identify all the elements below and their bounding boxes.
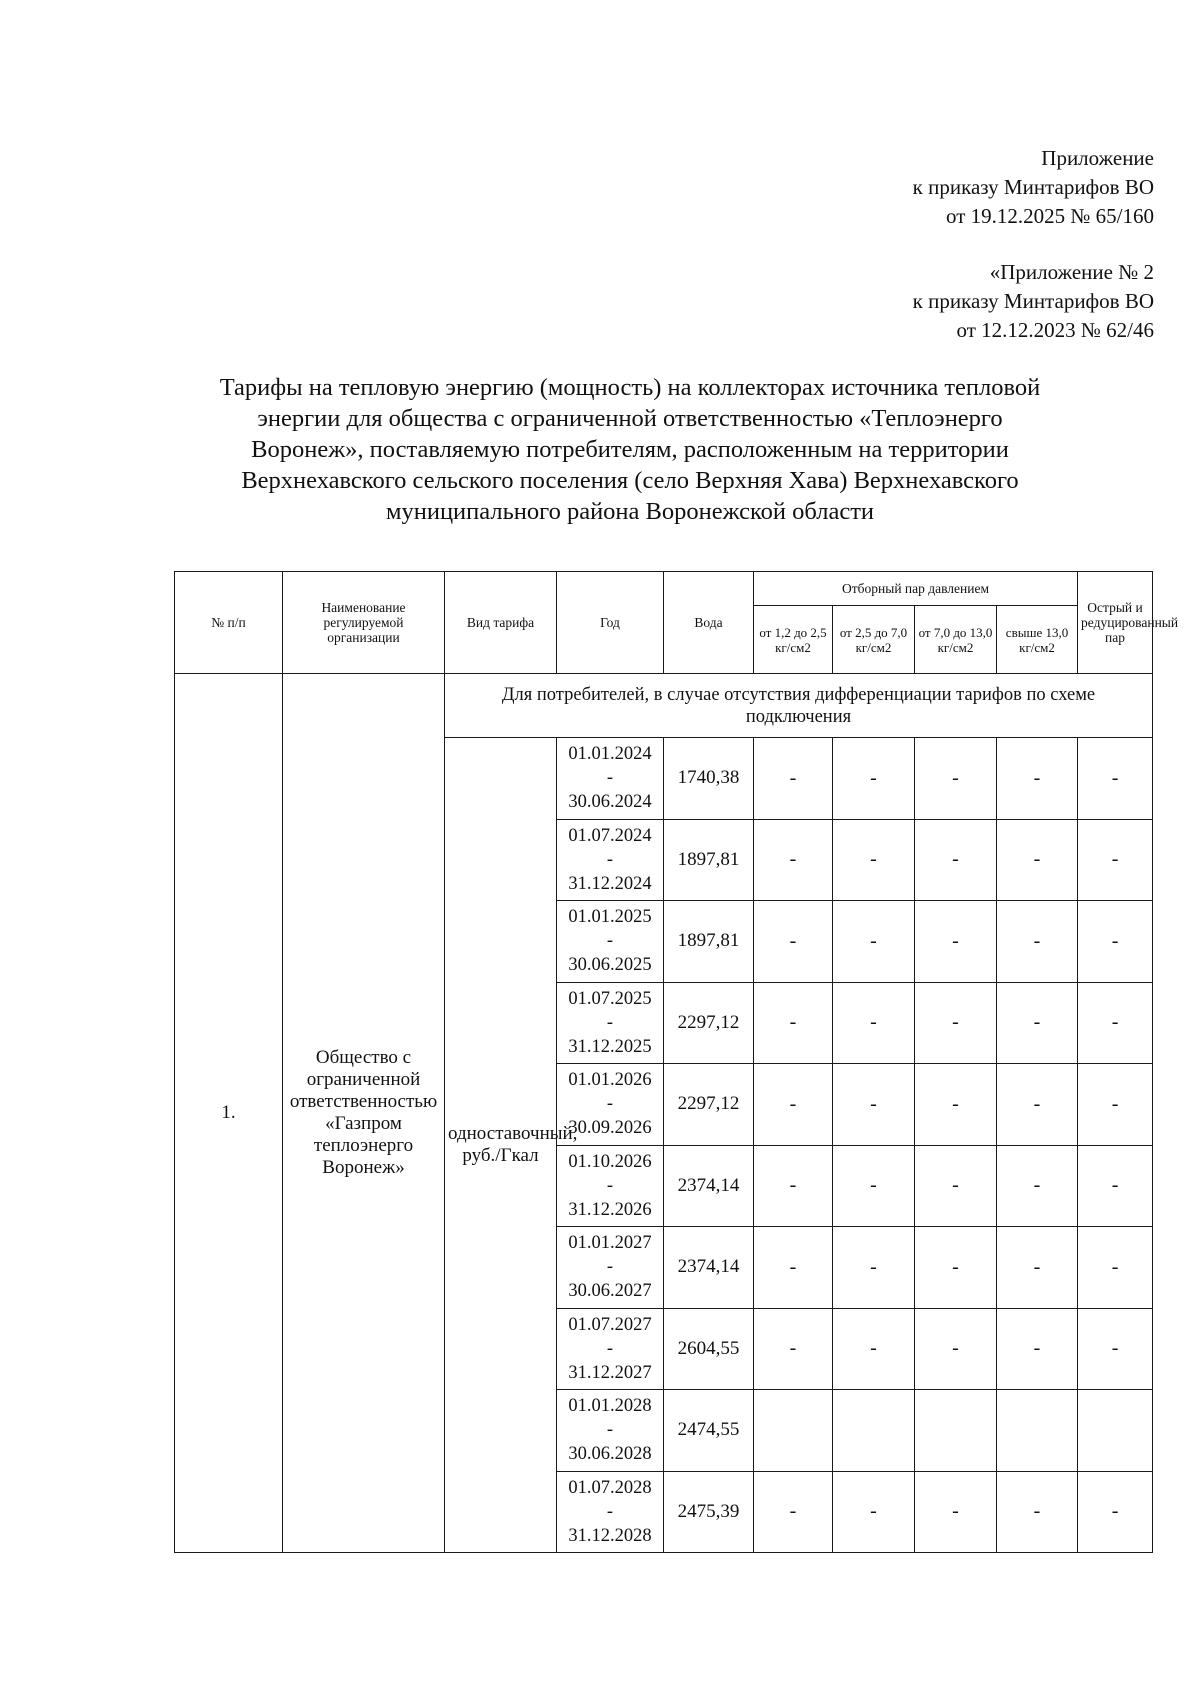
table-header-row [175, 572, 1153, 606]
steam-3-value: - [915, 982, 997, 1064]
original-appendix-header-line: к приказу Минтарифов ВО [912, 289, 1154, 313]
steam-3-value: - [915, 819, 997, 901]
steam-3-value: - [915, 1227, 997, 1309]
period-sep: - [606, 1094, 614, 1115]
steam-2-value: - [833, 1145, 915, 1227]
period-from: 01.07.2027 [568, 1314, 652, 1335]
period-cell [557, 982, 664, 1064]
title-line: Тарифы на тепловую энергию (мощность) на коллекторах источника тепловой [219, 374, 1041, 401]
appendix-header-line: от 19.12.2025 № 65/160 [945, 204, 1154, 228]
sharp-steam-value: - [1078, 1064, 1153, 1146]
tariff-table-body [175, 572, 1179, 1553]
appendix-header [913, 144, 1154, 231]
water-value: 1897,81 [664, 901, 754, 983]
steam-4-value: - [997, 1145, 1078, 1227]
steam-4-value: - [997, 819, 1078, 901]
water-value: 2475,39 [664, 1471, 754, 1553]
steam-1-value: - [754, 1227, 833, 1309]
period-cell [557, 1471, 664, 1553]
header-steam-3: от 7,0 до 13,0 кг/см2 [915, 606, 997, 674]
water-value: 1740,38 [664, 738, 754, 820]
header-organization: Наименование регулируемой организации [283, 572, 445, 674]
steam-2-value [833, 1390, 915, 1472]
steam-1-value: - [754, 901, 833, 983]
sharp-steam-value: - [1078, 738, 1153, 820]
period-sep: - [606, 931, 614, 952]
steam-2-value: - [833, 1308, 915, 1390]
steam-1-value: - [754, 982, 833, 1064]
water-value: 2297,12 [664, 982, 754, 1064]
period-from: 01.01.2025 [568, 907, 652, 928]
period-sep: - [606, 1338, 614, 1359]
sharp-steam-value: - [1078, 901, 1153, 983]
appendix-header-line: Приложение [1041, 146, 1154, 170]
steam-4-value: - [997, 1308, 1078, 1390]
header-year: Год [557, 572, 664, 674]
steam-1-value: - [754, 1145, 833, 1227]
steam-4-value: - [997, 1471, 1078, 1553]
sharp-steam-value: - [1078, 1308, 1153, 1390]
original-appendix-header [913, 258, 1154, 345]
period-cell [557, 1064, 664, 1146]
period-cell [557, 1145, 664, 1227]
steam-3-value: - [915, 1471, 997, 1553]
period-sep: - [606, 1257, 614, 1278]
period-to: 30.06.2027 [568, 1281, 652, 1302]
period-from: 01.01.2024 [568, 744, 652, 765]
period-sep: - [606, 1175, 614, 1196]
header-steam-group: Отборный пар давлением [754, 572, 1078, 606]
period-from: 01.07.2028 [568, 1477, 652, 1498]
period-to: 31.12.2026 [568, 1199, 652, 1220]
steam-2-value: - [833, 982, 915, 1064]
sharp-steam-value: - [1078, 819, 1153, 901]
steam-2-value: - [833, 901, 915, 983]
steam-2-value: - [833, 1227, 915, 1309]
section-row [175, 674, 1153, 738]
period-cell [557, 901, 664, 983]
original-appendix-header-line: от 12.12.2023 № 62/46 [956, 318, 1154, 342]
title-line: Верхнехавского сельского поселения (село Верхняя Хава) Верхнехавского [241, 467, 1019, 494]
steam-2-value: - [833, 1064, 915, 1146]
steam-4-value: - [997, 982, 1078, 1064]
sharp-steam-value: - [1078, 1471, 1153, 1553]
steam-4-value: - [997, 1064, 1078, 1146]
steam-3-value [915, 1390, 997, 1472]
water-value: 1897,81 [664, 819, 754, 901]
period-sep: - [606, 1012, 614, 1033]
period-from: 01.01.2027 [568, 1233, 652, 1254]
steam-1-value [754, 1390, 833, 1472]
steam-1-value: - [754, 819, 833, 901]
title-line: Воронеж», поставляемую потребителям, расположенным на территории [251, 436, 1009, 463]
header-tariff-type: Вид тарифа [445, 572, 557, 674]
steam-3-value: - [915, 738, 997, 820]
appendix-header-line: к приказу Минтарифов ВО [912, 175, 1154, 199]
sharp-steam-value [1078, 1390, 1153, 1472]
period-from: 01.07.2025 [568, 988, 652, 1009]
header-steam-2: от 2,5 до 7,0 кг/см2 [833, 606, 915, 674]
steam-2-value: - [833, 738, 915, 820]
period-to: 30.06.2028 [568, 1444, 652, 1465]
header-steam-1: от 1,2 до 2,5 кг/см2 [754, 606, 833, 674]
period-from: 01.01.2026 [568, 1070, 652, 1091]
steam-1-value: - [754, 738, 833, 820]
steam-2-value: - [833, 1471, 915, 1553]
header-sharp-steam: Острый и редуцированный пар [1078, 572, 1153, 674]
steam-4-value [997, 1390, 1078, 1472]
period-sep: - [606, 1420, 614, 1441]
steam-4-value: - [997, 1227, 1078, 1309]
period-cell [557, 1390, 664, 1472]
title-line: муниципального района Воронежской области [385, 498, 875, 525]
period-cell [557, 1227, 664, 1309]
period-to: 31.12.2028 [568, 1525, 652, 1546]
water-value: 2474,55 [664, 1390, 754, 1472]
period-cell [557, 819, 664, 901]
period-from: 01.10.2026 [568, 1151, 652, 1172]
row-number: 1. [175, 674, 283, 1553]
period-sep: - [606, 849, 614, 870]
period-cell [557, 1308, 664, 1390]
period-sep: - [606, 768, 614, 789]
period-to: 31.12.2025 [568, 1036, 652, 1057]
steam-1-value: - [754, 1471, 833, 1553]
period-from: 01.07.2024 [568, 825, 652, 846]
sharp-steam-value: - [1078, 982, 1153, 1064]
water-value: 2374,14 [664, 1227, 754, 1309]
steam-1-value: - [754, 1064, 833, 1146]
steam-3-value: - [915, 1308, 997, 1390]
original-appendix-header-line: «Приложение № 2 [989, 260, 1154, 284]
period-to: 30.09.2026 [568, 1118, 652, 1139]
steam-4-value: - [997, 738, 1078, 820]
document-title [150, 372, 1110, 527]
organization-name: Общество с ограниченной ответственностью «Газпром теплоэнерго Воронеж» [283, 674, 445, 1553]
header-steam-4: свыше 13,0 кг/см2 [997, 606, 1078, 674]
steam-2-value: - [833, 819, 915, 901]
header-num: № п/п [175, 572, 283, 674]
title-line: энергии для общества с ограниченной ответственностью «Теплоэнерго [257, 405, 1003, 432]
period-to: 30.06.2025 [568, 955, 652, 976]
sharp-steam-value: - [1078, 1227, 1153, 1309]
period-to: 31.12.2024 [568, 873, 652, 894]
period-cell [557, 738, 664, 820]
steam-4-value: - [997, 901, 1078, 983]
steam-3-value: - [915, 1064, 997, 1146]
steam-3-value: - [915, 901, 997, 983]
period-sep: - [606, 1501, 614, 1522]
steam-3-value: - [915, 1145, 997, 1227]
tariff-table [174, 571, 1179, 1553]
sharp-steam-value: - [1078, 1145, 1153, 1227]
period-from: 01.01.2028 [568, 1396, 652, 1417]
water-value: 2297,12 [664, 1064, 754, 1146]
steam-1-value: - [754, 1308, 833, 1390]
water-value: 2604,55 [664, 1308, 754, 1390]
tariff-kind: одноставочный, руб./Гкал [445, 738, 557, 1553]
section-label: Для потребителей, в случае отсутствия дифференциации тарифов по схеме подключения [445, 674, 1153, 738]
period-to: 30.06.2024 [568, 792, 652, 813]
period-to: 31.12.2027 [568, 1362, 652, 1383]
header-water: Вода [664, 572, 754, 674]
water-value: 2374,14 [664, 1145, 754, 1227]
